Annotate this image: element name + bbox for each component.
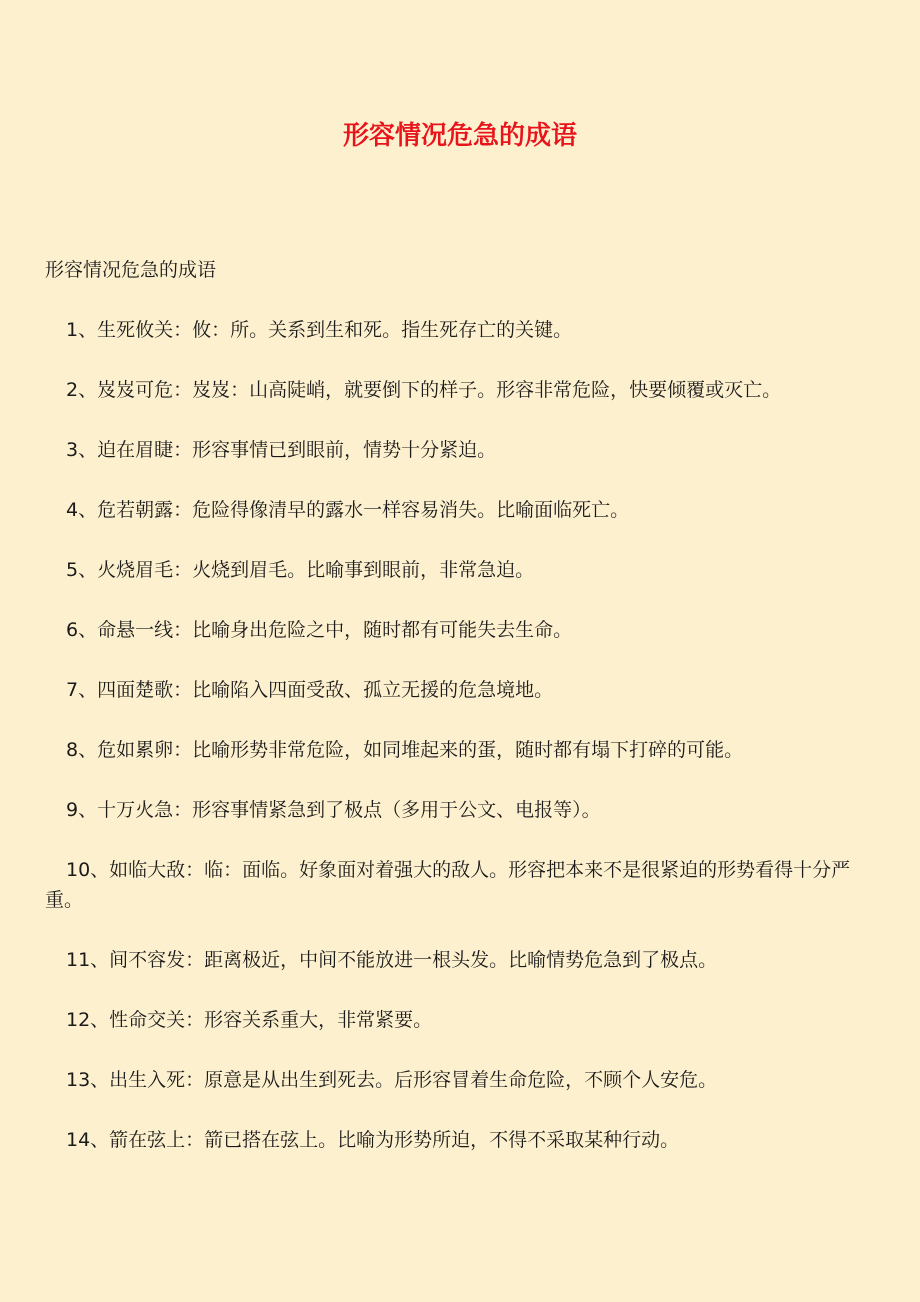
idiom-entry-1: 1、生死攸关：攸：所。关系到生和死。指生死存亡的关键。 bbox=[66, 319, 573, 341]
idiom-entry-7: 7、四面楚歌：比喻陷入四面受敌、孤立无援的危急境地。 bbox=[66, 679, 554, 701]
idiom-entry-9: 9、十万火急：形容事情紧急到了极点（多用于公文、电报等）。 bbox=[66, 799, 601, 821]
idiom-entry-13: 13、出生入死：原意是从出生到死去。后形容冒着生命危险，不顾个人安危。 bbox=[66, 1069, 718, 1091]
idiom-entry-5: 5、火烧眉毛：火烧到眉毛。比喻事到眼前，非常急迫。 bbox=[66, 559, 535, 581]
idiom-entry-3: 3、迫在眉睫：形容事情已到眼前，情势十分紧迫。 bbox=[66, 439, 497, 461]
idiom-entry-12: 12、性命交关：形容关系重大，非常紧要。 bbox=[66, 1009, 433, 1031]
document-body bbox=[45, 255, 885, 1185]
idiom-entry-4: 4、危若朝露：危险得像清早的露水一样容易消失。比喻面临死亡。 bbox=[66, 499, 630, 521]
idiom-entry-14: 14、箭在弦上：箭已搭在弦上。比喻为形势所迫，不得不采取某种行动。 bbox=[66, 1129, 680, 1151]
idiom-entry-2: 2、岌岌可危：岌岌：山高陡峭，就要倒下的样子。形容非常危险，快要倾覆或灭亡。 bbox=[66, 379, 782, 401]
idiom-entry-8: 8、危如累卵：比喻形势非常危险，如同堆起来的蛋，随时都有塌下打碎的可能。 bbox=[66, 739, 744, 761]
document-title: 形容情况危急的成语 bbox=[342, 121, 577, 151]
idiom-entry-11: 11、间不容发：距离极近，中间不能放进一根头发。比喻情势危急到了极点。 bbox=[66, 949, 718, 971]
document-subtitle: 形容情况危急的成语 bbox=[45, 259, 217, 281]
idiom-entry-6: 6、命悬一线：比喻身出危险之中，随时都有可能失去生命。 bbox=[66, 619, 573, 641]
idiom-entry-10: 10、如临大敌：临：面临。好象面对着强大的敌人。形容把本来不是很紧迫的形势看得十分严重。 bbox=[45, 859, 851, 911]
